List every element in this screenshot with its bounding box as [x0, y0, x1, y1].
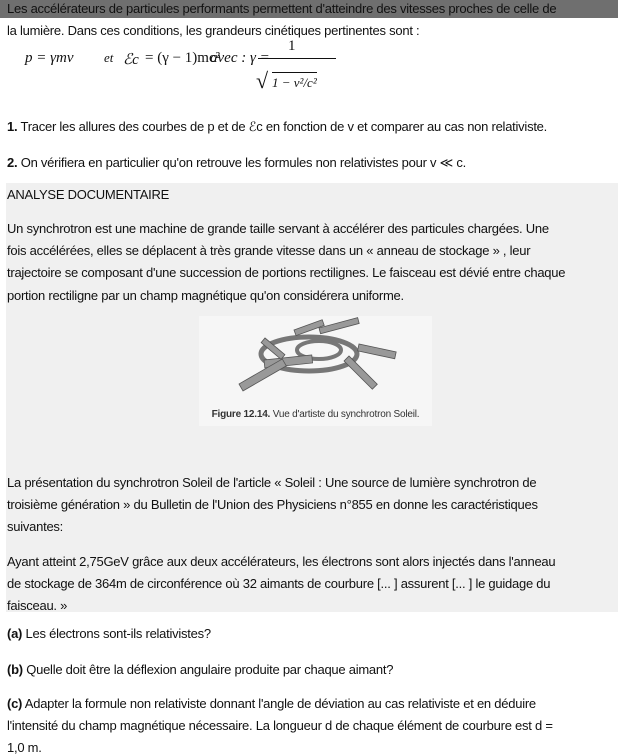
formula-et: et: [104, 50, 114, 65]
question-number: 2.: [7, 155, 18, 170]
analyse-title: ANALYSE DOCUMENTAIRE: [7, 187, 170, 202]
question-text: On vérifiera en particulier qu'on retrouve les formules non relativistes pour v ≪ c.: [20, 155, 466, 170]
subquestion-b: [7, 662, 393, 678]
question-text: Tracer les allures des courbes de p et de ℰc en fonction de v et comparer au cas non relativiste.: [20, 119, 548, 134]
energy-formula: = (γ − 1)mc²: [145, 50, 221, 66]
subquestion-text: Quelle doit être la déflexion angulaire produite par chaque aimant?: [26, 662, 394, 677]
figure-caption-text: Vue d'artiste du synchrotron Soleil.: [272, 409, 420, 420]
para1-line: fois accélérées, elles se déplacent à très grande vitesse dans un « anneau de stockage » , leur: [7, 243, 531, 258]
para2-line: suivantes:: [7, 519, 64, 534]
subquestion-c-line: l'intensité du champ magnétique nécessaire. La longueur d de chaque élément de courbure est d =: [7, 718, 553, 733]
question-2: [7, 155, 466, 171]
formula: [20, 38, 360, 102]
synchrotron-illustration: [199, 316, 432, 406]
para3-line: Ayant atteint 2,75GeV grâce aux deux accélérateurs, les électrons sont alors injectés dans l'anneau: [7, 554, 556, 569]
synchrotron-figure: [199, 316, 432, 426]
subquestion-c-line: 1,0 m.: [7, 740, 42, 755]
figure-caption: [199, 409, 432, 420]
question-number: 1.: [7, 119, 18, 134]
energy-symbol: ℰc: [123, 52, 139, 68]
para3-line: de stockage de 364m de circonférence où 32 aimants de courbure [... ] assurent [... ] le guidage du: [7, 576, 551, 591]
para1-line: portion rectiligne par un champ magnétique qu'on considérera uniforme.: [7, 288, 404, 303]
question-1: [7, 119, 547, 135]
subquestion-c: [7, 696, 536, 712]
momentum-formula: p = γmv: [25, 50, 74, 66]
para1-line: Un synchrotron est une machine de grande taille servant à accélérer des particules chargées. Une: [7, 221, 549, 236]
subquestion-label: (a): [7, 626, 23, 641]
gamma-denominator: 1 − v²/c²: [272, 72, 317, 91]
fraction-bar: [258, 58, 336, 59]
figure-label: Figure 12.14.: [211, 409, 271, 420]
para1-line: trajectoire se composant d'une succession de portions rectilignes. Le faisceau est dévié entre chaque: [7, 265, 566, 280]
subquestion-label: (b): [7, 662, 23, 677]
gamma-numerator: 1: [288, 38, 296, 54]
subquestion-text: Adapter la formule non relativiste donnant l'angle de déviation au cas relativiste et en déduire: [24, 696, 536, 711]
subquestion-label: (c): [7, 696, 23, 711]
subquestion-a: [7, 626, 211, 642]
para3-line: faisceau. »: [7, 598, 68, 613]
sqrt-sign: √: [256, 68, 269, 93]
subquestion-text: Les électrons sont-ils relativistes?: [25, 626, 211, 641]
para2-line: troisième génération » du Bulletin de l'Union des Physiciens n°855 en donne les caractéristiques: [7, 497, 538, 512]
intro-line-2: la lumière. Dans ces conditions, les grandeurs cinétiques pertinentes sont :: [7, 23, 420, 38]
gamma-label: avec : γ =: [210, 50, 270, 66]
intro-line-1: Les accélérateurs de particules performants permettent d'atteindre des vitesses proches de celle de: [7, 1, 557, 16]
para2-line: La présentation du synchrotron Soleil de l'article « Soleil : Une source de lumière synchrotron de: [7, 475, 537, 490]
